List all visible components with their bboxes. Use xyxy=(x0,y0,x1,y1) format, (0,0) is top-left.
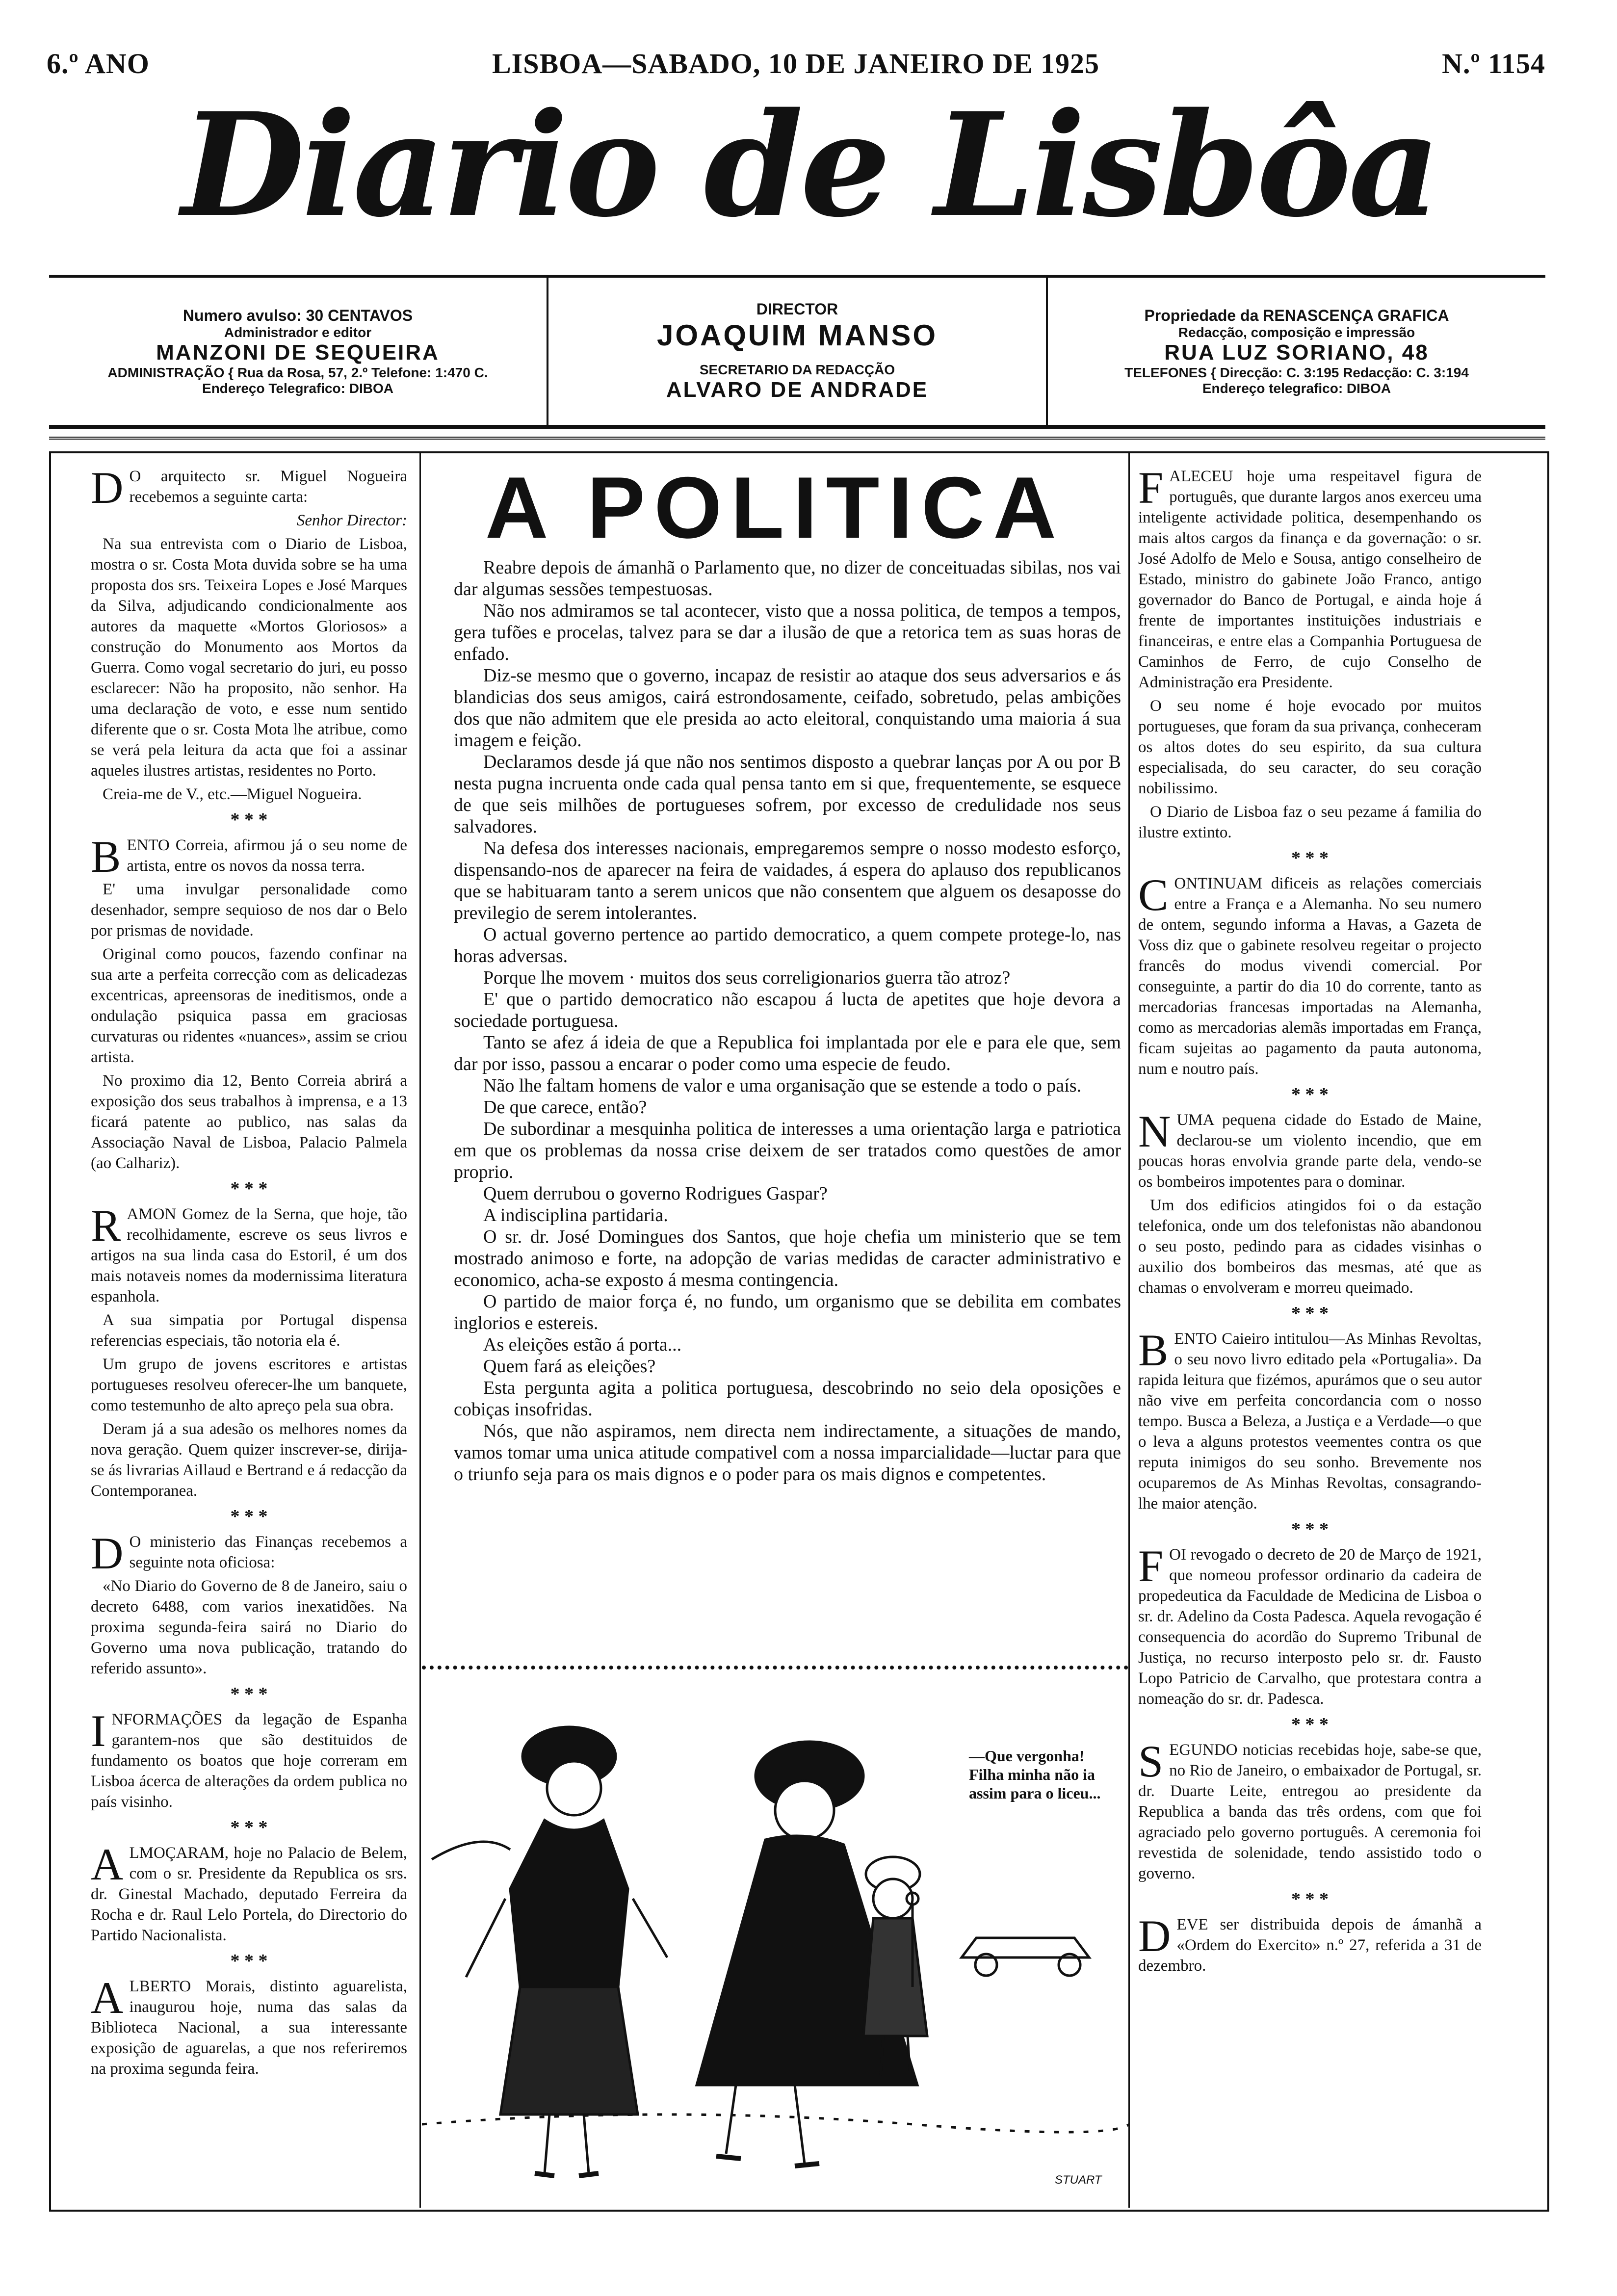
telegraph-address: Endereço Telegrafico: DIBOA xyxy=(202,380,393,396)
press-address: RUA LUZ SORIANO, 48 xyxy=(1164,340,1429,365)
salutation: Senhor Director: xyxy=(296,512,407,529)
separator: * * * xyxy=(1291,1889,1329,1909)
separator: * * * xyxy=(1291,1303,1329,1324)
drop-cap: C xyxy=(1138,870,1169,920)
separator: * * * xyxy=(230,1817,268,1838)
article-text: LBERTO Morais, distinto aguarelista, inaugurou hoje, numa das salas da Biblioteca Nacional, a sua interessante exposição de aguarelas, a que nos referiremos na proxima segunda feira. xyxy=(91,1978,407,2078)
separator: * * * xyxy=(230,1951,268,1971)
secretary-label: SECRETARIO DA REDACÇÃO xyxy=(699,362,895,377)
editorial-paragraph: De subordinar a mesquinha politica de interesses a uma orientação larga e patriotica em que os problemas da nossa crise deixem de ser tratados como questões de amor proprio. xyxy=(454,1119,1121,1182)
editorial-paragraph: E' que o partido democratico não escapou á lucta de apetites que hoje devora a sociedade portuguesa. xyxy=(454,989,1121,1031)
article-text: No proximo dia 12, Bento Correia abrirá a exposição dos seus trabalhos à imprensa, e a 13 ficará patente ao publico, nas salas da Associação Naval de Lisboa, Palacio Palmela (ao Calhariz). xyxy=(91,1072,407,1172)
cartoon-illustration xyxy=(422,1683,1128,2198)
article-text: O seu nome é hoje evocado por muitos portugueses, que foram da sua privança, conheceram os altos dotes do seu espirito, da sua cultura especialisada, do seu caracter, do seu coração nobilissimo. xyxy=(1138,697,1482,797)
editorial-paragraph: Tanto se afez á ideia de que a Republica foi implantada por ele e para ele que, sem dar por isso, passou a encarar o poder como uma especie de feudo. xyxy=(454,1032,1121,1074)
article-text: NFORMAÇÕES da legação de Espanha garantem-nos que são destituidos de fundamento os boatos que hoje correram em Lisboa ácerca de alterações da ordem publica no país visinho. xyxy=(91,1711,407,1811)
drop-cap: N xyxy=(1138,1106,1171,1156)
article-text: Original como poucos, fazendo confinar na sua arte a perfeita correcção com as delicadezas excentricas, apreensoras de ineditismos, onde a ondulação psiquica passa em graciosas curvaturas ou ridentes «nuances», assim se criou artista. xyxy=(91,945,407,1066)
editorial-paragraph: A indisciplina partidaria. xyxy=(483,1205,668,1226)
editorial-paragraph: Na defesa dos interesses nacionais, empregaremos sempre o nosso modesto esforço, dispensando-nos de aparecer na feira de vaidades, á espera do aplauso dos republicanos que se habituaram tanto a serem unicos que não consentem que alguem os desaposse do previlegio de serem intolerantes. xyxy=(454,838,1121,923)
separator: * * * xyxy=(230,1684,268,1704)
separator: * * * xyxy=(230,809,268,830)
director-label: DIRECTOR xyxy=(756,300,838,318)
article-text: O Diario de Lisboa faz o seu pezame á familia do ilustre extinto. xyxy=(1138,803,1482,841)
editorial-paragraph: O partido de maior força é, no fundo, um organismo que se debilita em combates inglorios e estereis. xyxy=(454,1291,1121,1333)
separator: * * * xyxy=(1291,1714,1329,1735)
editorial-paragraph: De que carece, então? xyxy=(483,1097,647,1118)
drop-cap: F xyxy=(1138,463,1164,513)
article-text: Creia-me de V., etc.—Miguel Nogueira. xyxy=(103,785,362,803)
info-right xyxy=(1048,278,1545,425)
editorial-paragraph: Quem derrubou o governo Rodrigues Gaspar? xyxy=(483,1183,828,1204)
article-text: A sua simpatia por Portugal dispensa referencias especiais, tão notoria ela é. xyxy=(91,1311,407,1350)
editorial-paragraph: Quem fará as eleições? xyxy=(483,1356,656,1377)
editorial-body xyxy=(454,557,1121,1485)
article-text: O arquitecto sr. Miguel Nogueira recebemos a seguinte carta: xyxy=(129,468,407,506)
article-text: ENTO Correia, afirmou já o seu nome de artista, entre os novos da nossa terra. xyxy=(127,836,407,875)
article-text: Na sua entrevista com o Diario de Lisboa, mostra o sr. Costa Mota duvida sobre se ha uma proposta dos srs. Teixeira Lopes e José Marques da Silva, adjudicando condicionalmente aos autores da maquette «Mortos Gloriosos» a construção do Monumento aos Mortos da Guerra. Como vogal secretario do juri, eu posso esclarecer: Não ha proposito, não senhor. Ha uma declaração de voto, e esse num sentido diferente que o sr. Costa Mota lhe atribue, como se verá pela leitura da acta que foi a assinar aqueles ilustres artistas, residentes no Porto. xyxy=(91,535,407,780)
owner-label: Propriedade da RENASCENÇA GRAFICA xyxy=(1144,306,1449,324)
info-mid xyxy=(547,278,1048,425)
article-text: E' uma invulgar personalidade como desenhador, sempre sequioso de nos dar o Belo por prismas de novidade. xyxy=(91,881,407,939)
admin-address: ADMINISTRAÇÃO { Rua da Rosa, 57, 2.º Telefone: 1:470 C. xyxy=(107,365,488,380)
secretary-name: ALVARO DE ANDRADE xyxy=(666,378,929,402)
article-text: ONTINUAM dificeis as relações comerciais entre a França e a Alemanha. No seu numero de ontem, segundo informa a Havas, a Gazeta de Voss diz que o gabinete resolveu regeitar o projecto francês do modus vivendi comercial. Por conseguinte, a partir do dia 10 do corrente, tanto as mercadorias francesas importadas na Alemanha, como as mercadorias alemãs importadas em França, ficam sujeitas ao pagamento da pauta autonoma, num e noutro país. xyxy=(1138,875,1482,1078)
separator: * * * xyxy=(1291,848,1329,868)
article-text: AMON Gomez de la Serna, que hoje, tão recolhidamente, escreve os seus livros e artigos na sua linda casa do Estoril, é um dos mais notaveis nomes da modernissima literatura espanhola. xyxy=(91,1205,407,1305)
article-text: EGUNDO noticias recebidas hoje, sabe-se que, no Rio de Janeiro, o embaixador de Portugal, sr. dr. Duarte Leite, entregou ao presidente da Republica a banda das três ordens, com que foi agraciado pelo governo português. A ceremonia foi revestida de solenidade, tendo assistido todo o governo. xyxy=(1138,1741,1482,1882)
article-text: Um grupo de jovens escritores e artistas portugueses resolveu oferecer-lhe um banquete, como testemunho de alto apreço pela sua obra. xyxy=(91,1356,407,1414)
drop-cap: D xyxy=(91,463,124,513)
drop-cap: I xyxy=(91,1706,106,1756)
article-text: UMA pequena cidade do Estado de Maine, declarou-se um violento incendio, que em poucas horas envolvia grande parte dela, vendo-se os bombeiros impotentes para o dominar. xyxy=(1138,1111,1482,1191)
issue-number: N.º 1154 xyxy=(1442,47,1545,79)
editorial-paragraph: Reabre depois de ámanhã o Parlamento que, no dizer de conceituadas sibilas, nos vai dar algumas sessões tempestuosas. xyxy=(454,557,1121,600)
editorial-paragraph: Não nos admiramos se tal acontecer, visto que a nossa politica, de tempos a tempos, gera tufões e procelas, talvez para se dar a ilusão de que a retorica tem as suas horas de enfado. xyxy=(454,600,1121,664)
drop-cap: A xyxy=(91,1839,124,1889)
drop-cap: B xyxy=(91,832,121,882)
editorial-paragraph: Nós, que não aspiramos, nem directa nem indirectamente, a situações de mando, vamos tomar uma unica atitude compativel com a nossa imparcialidade—luctar para que o triunfo seja para os mais dignos e o poder para os mais dignos e competentes. xyxy=(454,1421,1121,1485)
telegraph-address-right: Endereço telegrafico: DIBOA xyxy=(1202,380,1391,396)
separator: * * * xyxy=(1291,1084,1329,1105)
editorial-paragraph: Diz-se mesmo que o governo, incapaz de resistir ao ataque dos seus adversarios e ás blandicias dos seus amigos, cairá estrondosamente, ceifado, sobretudo, pelas ambições dos que não admitem que ele presida ao acto eleitoral, conquistando uma maioria á sua imagem e feição. xyxy=(454,665,1121,751)
editorial-paragraph: O actual governo pertence ao partido democratico, a quem compete protege-lo, nas horas adversas. xyxy=(454,924,1121,966)
cartoon-signature: STUART xyxy=(1055,2173,1102,2187)
separator: * * * xyxy=(1291,1519,1329,1539)
drop-cap: D xyxy=(91,1528,124,1578)
column-divider xyxy=(1128,451,1130,2208)
editorial-paragraph: Não lhe faltam homens de valor e uma organisação que se estende a todo o país. xyxy=(483,1075,1082,1096)
year-label: 6.º ANO xyxy=(47,47,150,79)
article-text: ALECEU hoje uma respeitavel figura de português, que durante largos anos exerceu uma inteligente actividade politica, desempenhando os mais altos cargos da finança e da governação: o sr. José Adolfo de Melo e Sousa, antigo conselheiro de Estado, ministro do gabinete João Franco, antigo governador do Banco de Portugal, e ainda hoje á frente de importantes instituições industriais e financeiras, e entre elas a Companhia Portuguesa de Caminhos de Ferro, de cujo Conselho de Administração era Presidente. xyxy=(1138,468,1482,691)
article-text: OI revogado o decreto de 20 de Março de 1921, que nomeou professor ordinario da cadeira de propedeutica da Faculdade de Medicina de Lisboa o sr. dr. Adelino da Costa Padesca. Aquela revogação é consequencia do acordão do Supremo Tribunal de Justiça, no recurso interposto pelo sr. dr. Fausto Lopo Patricio de Carvalho, que protestara contra a nomeação do sr. dr. Padesca. xyxy=(1138,1546,1482,1708)
drop-cap: D xyxy=(1138,1911,1171,1961)
separator: * * * xyxy=(230,1178,268,1199)
article-text: «No Diario do Governo de 8 de Janeiro, saiu o decreto 6488, com varios inexatidões. Na proxima segunda-feira sairá no Diario do Governo uma nova publicação, tratando do referido assunto». xyxy=(91,1577,407,1677)
drop-cap: B xyxy=(1138,1325,1169,1375)
director-name: JOAQUIM MANSO xyxy=(656,319,938,352)
admin-name: MANZONI DE SEQUEIRA xyxy=(156,340,440,365)
article-text: O ministerio das Finanças recebemos a seguinte nota oficiosa: xyxy=(129,1533,407,1571)
article-text: Deram já a sua adesão os melhores nomes da nova geração. Quem quizer inscrever-se, dirija-se ás livrarias Aillaud e Bertrand e á redacção da Contemporanea. xyxy=(91,1420,407,1500)
dateline xyxy=(47,41,1545,85)
divider xyxy=(49,437,1545,440)
phones: TELEFONES { Direcção: C. 3:195 Redacção: C. 3:194 xyxy=(1124,365,1469,380)
info-left xyxy=(49,278,547,425)
headline: A POLITICA xyxy=(485,459,1066,556)
cartoon-divider xyxy=(422,1666,1128,1670)
drop-cap: F xyxy=(1138,1541,1164,1591)
article-text: Um dos edificios atingidos foi o da estação telefonica, onde um dos telefonistas não abandonou o seu posto, pedindo para as cidades visinhas o auxilio dos bombeiros das mesmas, até que as chamas o envolveram e morreu queimado. xyxy=(1138,1197,1482,1297)
left-column xyxy=(91,463,407,2082)
cartoon-caption: —Que vergonha! Filha minha não ia assim para o liceu... xyxy=(969,1747,1101,1802)
info-band xyxy=(49,275,1545,429)
article-text: LMOÇARAM, hoje no Palacio de Belem, com o sr. Presidente da Republica os srs. dr. Ginestal Machado, deputado Ferreira da Rocha e dr. Raul Lelo Portela, do Directorio do Partido Nacionalista. xyxy=(91,1844,407,1944)
column-divider xyxy=(419,451,421,2208)
date-label: LISBOA—SABADO, 10 DE JANEIRO DE 1925 xyxy=(492,47,1100,79)
editorial-paragraph: As eleições estão á porta... xyxy=(483,1334,682,1355)
press-label: Redacção, composição e impressão xyxy=(1178,324,1415,340)
newspaper-title: Diario de Lisbôa xyxy=(181,82,1438,249)
right-column xyxy=(1138,463,1482,1979)
editorial-paragraph: O sr. dr. José Domingues dos Santos, que hoje chefia um ministerio que se tem mostrado animoso e forte, na adopção de varias medidas de caracter administrativo e economico, acha-se exposto á mesma contingencia. xyxy=(454,1226,1121,1290)
separator: * * * xyxy=(230,1506,268,1527)
editorial-paragraph: Porque lhe movem · muitos dos seus correligionarios guerra tão atroz? xyxy=(483,967,1011,988)
price-label: Numero avulso: 30 CENTAVOS xyxy=(183,306,413,324)
article-text: ENTO Caieiro intitulou—As Minhas Revoltas, o seu novo livro editado pela «Portugalia». Da rapida leitura que fizémos, apurámos que o seu autor não vive em perfeita concordancia com o nosso tempo. Busca a Beleza, a Justiça e a Verdade—o que o leva a alguns protestos veementes contra os que reputa inimigos do seu sonho. Brevemente nos ocuparemos de As Minhas Revoltas, consagrando-lhe maior atenção. xyxy=(1138,1330,1482,1513)
drop-cap: R xyxy=(91,1200,121,1251)
editorial-paragraph: Esta pergunta agita a politica portuguesa, descobrindo no seio dela oposições e cobiças insofridas. xyxy=(454,1378,1121,1420)
editorial-paragraph: Declaramos desde já que não nos sentimos disposto a quebrar lanças por A ou por B nesta pugna incruenta onde cada qual pensa tanto em si que, frequentemente, se esquece de que seis milhões de portugueses sofrem, por excesso de credulidade nos seus salvadores. xyxy=(454,752,1121,837)
drop-cap: S xyxy=(1138,1736,1164,1786)
admin-label: Administrador e editor xyxy=(224,324,372,340)
article-text: EVE ser distribuida depois de ámanhã a «Ordem do Exercito» n.º 27, referida a 31 de dezembro. xyxy=(1138,1916,1482,1975)
drop-cap: A xyxy=(91,1973,124,2023)
